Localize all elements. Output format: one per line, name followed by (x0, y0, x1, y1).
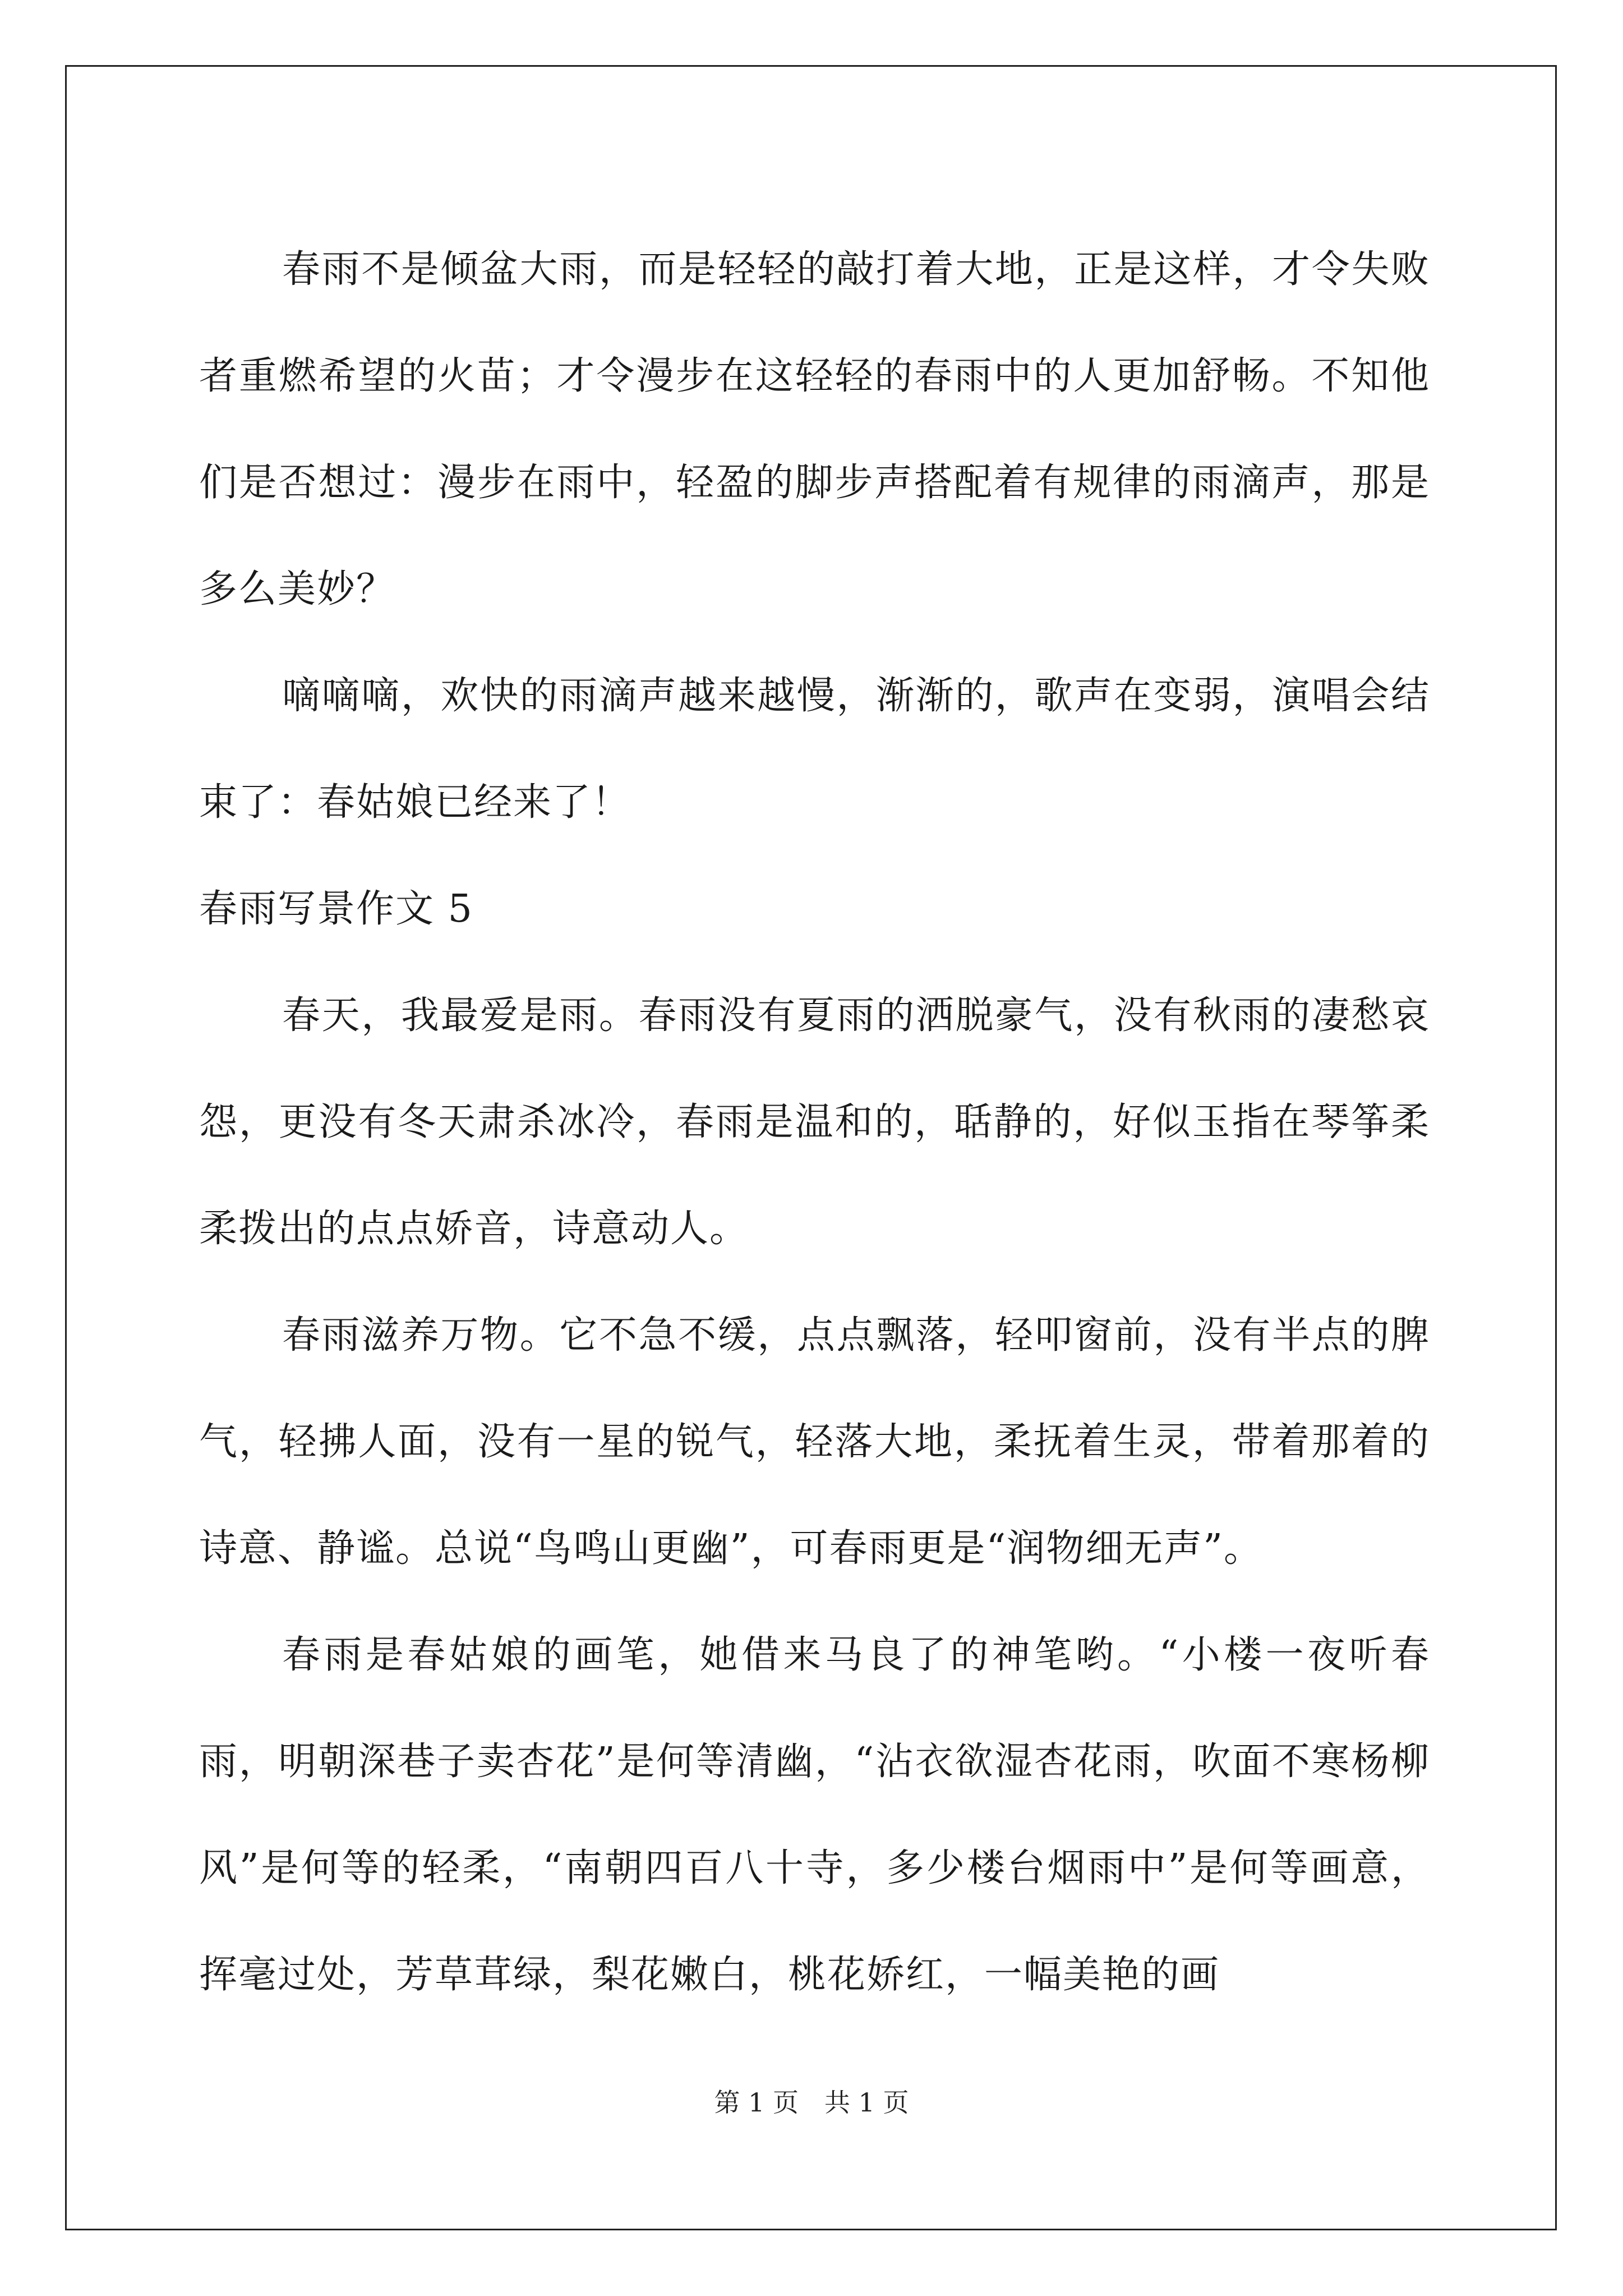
paragraph: 春雨是春姑娘的画笔，她借来马良了的神笔哟。“小楼一夜听春雨，明朝深巷子卖杏花”是何等清幽，“沾衣欲湿杏花雨，吹面不寒杨柳风”是何等的轻柔，“南朝四百八十寺，多少楼台烟雨中”是何等画意，挥毫过处，芳草茸绿，梨花嫩白，桃花娇红，一幅美艳的画 (199, 1633, 1430, 1997)
paragraph: 春雨不是倾盆大雨，而是轻轻的敲打着大地，正是这样，才令失败者重燃希望的火苗；才令漫步在这轻轻的春雨中的人更加舒畅。不知他们是否想过：漫步在雨中，轻盈的脚步声搭配着有规律的雨滴声，那是多么美妙？ (199, 247, 1430, 611)
paragraph: 春雨滋养万物。它不急不缓，点点飘落，轻叩窗前，没有半点的脾气，轻拂人面，没有一星的锐气，轻落大地，柔抚着生灵，带着那着的诗意、静谧。总说“鸟鸣山更幽”，可春雨更是“润物细无声”。 (199, 1313, 1430, 1571)
paragraph: 春天，我最爱是雨。春雨没有夏雨的洒脱豪气，没有秋雨的凄愁哀怨，更没有冬天肃杀冰冷，春雨是温和的，聒静的，好似玉指在琴筝柔柔拨出的点点娇音，诗意动人。 (199, 993, 1430, 1251)
page-total: 共 1 页 (824, 2087, 909, 2118)
section-heading: 春雨写景作文 5 (199, 887, 473, 931)
page-footer (0, 2086, 1623, 2119)
paragraph: 嘀嘀嘀，欢快的雨滴声越来越慢，渐渐的，歌声在变弱，演唱会结束了：春姑娘已经来了！ (199, 674, 1430, 825)
document-body (199, 217, 1430, 2028)
page-number: 第 1 页 (714, 2087, 799, 2118)
